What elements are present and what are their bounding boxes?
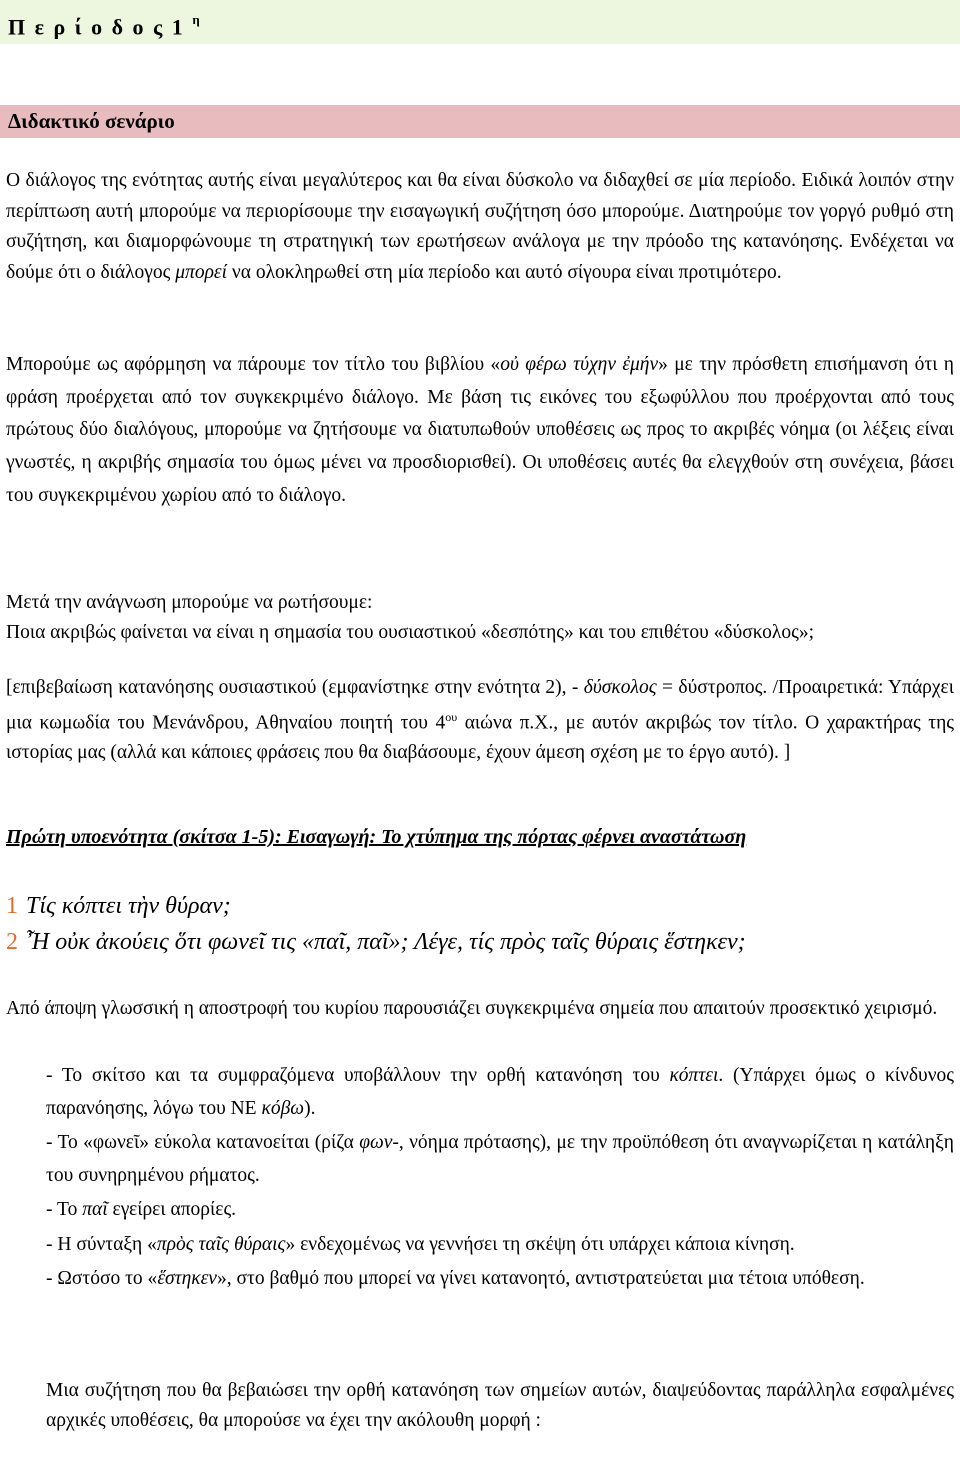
motivation-paragraph (6, 349, 954, 513)
bullet-5-text-a: - Ωστόσο το « (46, 1268, 158, 1289)
period-title (0, 0, 960, 44)
period-title-text: Π ε ρ ί ο δ ο ς 1 (8, 14, 185, 40)
bullet-1-text-a: - Το σκίτσο και τα συμφραζόμενα υποβάλλουν την ορθή κατανόηση του (46, 1065, 670, 1086)
motivation-text-b: » με την πρόσθετη επισήμανση ότι η φράση προέρχεται από τον συγκεκριμένο διάλογο. Με βάση τις εικόνες του εξωφύλλου που προέρχονται από τους πρώτους δύο διαλόγους, μπορούμε να ζητήσουμε να διατυπωθούν υποθέσεις ως προς το ακριβές νόημα (οι λέξεις είναι γνωστές, η ακριβής σημασία του όμως μένει να προσδιορισθεί). Οι υποθέσεις αυτές θα ελεγχθούν στη συνέχεια, βάσει του συγκεκριμένου χωρίου από το διάλογο. (6, 354, 955, 506)
bullet-2-text-b: , νόημα πρότασης), με την προϋπόθεση ότι αναγνωρίζεται η κατάληξη του συνηρημένου ρήματος. (46, 1132, 954, 1186)
bullet-2-text-a: - Το «φωνεῖ» εύκολα κατανοείται (ρίζα (46, 1132, 360, 1153)
greek-line-1 (6, 886, 954, 926)
bullet-4-emphasis: πρὸς ταῖς θύραις (156, 1233, 286, 1255)
scenario-heading-text: Διδακτικό σενάριο (8, 109, 175, 133)
bullet-1-text-c: ). (304, 1097, 316, 1119)
century-superscript: ου (445, 709, 458, 724)
confirmation-text-a: [επιβεβαίωση κατανόησης ουσιαστικού (εμφανίστηκε στην ενότητα 2), - (6, 677, 584, 698)
bullet-4-text-b: » ενδεχομένως να γεννήσει τη σκέψη ότι υπάρχει κάποια κίνηση. (285, 1233, 795, 1255)
closing-text: Μια συζήτηση που θα βεβαιώσει την ορθή κατανόηση των σημείων αυτών, διαψεύδοντας παράλληλα εσφαλμένες αρχικές υποθέσεις, θα μπορούσε να έχει την ακόλουθη μορφή : (46, 1380, 954, 1431)
intro-paragraph (6, 166, 954, 288)
intro-text-a: Ο διάλογος της ενότητας αυτής είναι μεγαλύτερος και θα είναι δύσκολο να διδαχθεί σε μία περίοδο. Ειδικά λοιπόν στην περίπτωση αυτή μπορούμε να περιορίσουμε την εισαγωγική συζήτηση όσο μπορούμε. Διατηρούμε τον γοργό ρυθμό στη συζήτηση, και διαμορφώνουμε τη στρατηγική των ερωτήσεων ανάλογα με την πρόοδο της κατανόησης. Ενδέχεται να δούμε ότι ο διάλογος (6, 170, 954, 283)
bullet-3-emphasis: παῖ (82, 1199, 108, 1220)
bullet-1-emphasis-2: κόβω (261, 1097, 305, 1119)
line-number-1: 1 (6, 893, 18, 919)
greek-line-2 (6, 922, 954, 962)
closing-paragraph (46, 1376, 954, 1435)
bullet-1-text-b: . (Υπάρχει όμως ο κίνδυνος παρανόησης, λόγω του ΝΕ (46, 1065, 954, 1119)
bullet-3-text-a: - Το (46, 1199, 83, 1220)
bullet-1-emphasis: κόπτει (669, 1065, 719, 1086)
list-item (46, 1263, 954, 1296)
list-item (46, 1194, 954, 1227)
questions-lead: Μετά την ανάγνωση μπορούμε να ρωτήσουμε: (6, 592, 373, 613)
confirmation-paragraph (6, 673, 954, 767)
scenario-heading (0, 105, 960, 138)
subsection-heading (6, 820, 954, 854)
bullet-5-emphasis: ἕστηκεν (157, 1268, 217, 1289)
line-number-2: 2 (6, 929, 18, 955)
linguistic-text: Από άποψη γλωσσική η αποστροφή του κυρίου παρουσιάζει συγκεκριμένα σημεία που απαιτούν προσεκτικό χειρισμό. (6, 998, 938, 1019)
bullet-4-text-a: - Η σύνταξη « (46, 1233, 157, 1255)
greek-text-2: Ἦ οὐκ ἀκούεις ὅτι φωνεῖ τις «παῖ, παῖ»; Λέγε, τίς πρὸς ταῖς θύραις ἕστηκεν; (26, 929, 746, 955)
motivation-text-a: Μπορούμε ως αφόρμηση να πάρουμε τον τίτλο του βιβλίου « (6, 354, 501, 375)
bullet-3-text-b: εγείρει απορίες. (107, 1199, 237, 1220)
bullet-5-text-b: », στο βαθμό που μπορεί να γίνει κατανοητό, αντιστρατεύεται μια τέτοια υπόθεση. (216, 1268, 865, 1289)
period-title-superscript: η (192, 12, 200, 27)
subsection-heading-text: Πρώτη υποενότητα (σκίτσα 1-5): Εισαγωγή: Το χτύπημα της πόρτας φέρνει αναστάτωση (6, 826, 747, 848)
greek-text-1: Τίς κόπτει τὴν θύραν; (26, 893, 231, 919)
list-item (46, 1127, 954, 1192)
intro-emphasis: μπορεί (175, 261, 228, 283)
confirmation-text-b: = δύστροπος. /Προαιρετικά: Υπάρχει μια κωμωδία του Μενάνδρου, Αθηναίου ποιητή του 4 (6, 677, 954, 733)
bullet-2-emphasis: φων- (359, 1132, 399, 1153)
book-title-quote: οὐ φέρω τύχην ἐμήν (500, 354, 659, 375)
points-list (46, 1060, 954, 1298)
intro-text-b: να ολοκληρωθεί στη μία περίοδο και αυτό σίγουρα είναι προτιμότερο. (227, 261, 782, 283)
linguistic-paragraph (6, 993, 954, 1025)
list-item (46, 1060, 954, 1125)
confirmation-text-c: αιώνα π.Χ., με αυτόν ακριβώς τον τίτλο. Ο χαρακτήρας της ιστορίας μας (αλλά και κάποιες φράσεις που θα διαβάσουμε, έχουν άμεση σχέση με το έργο αυτό). ] (6, 712, 954, 763)
list-item (46, 1229, 954, 1262)
confirmation-emphasis: δύσκολος (583, 677, 657, 698)
questions-intro (6, 588, 954, 647)
question-text: Ποια ακριβώς φαίνεται να είναι η σημασία του ουσιαστικού «δεσπότης» και του επιθέτου «δύσκολος»; (6, 621, 815, 643)
